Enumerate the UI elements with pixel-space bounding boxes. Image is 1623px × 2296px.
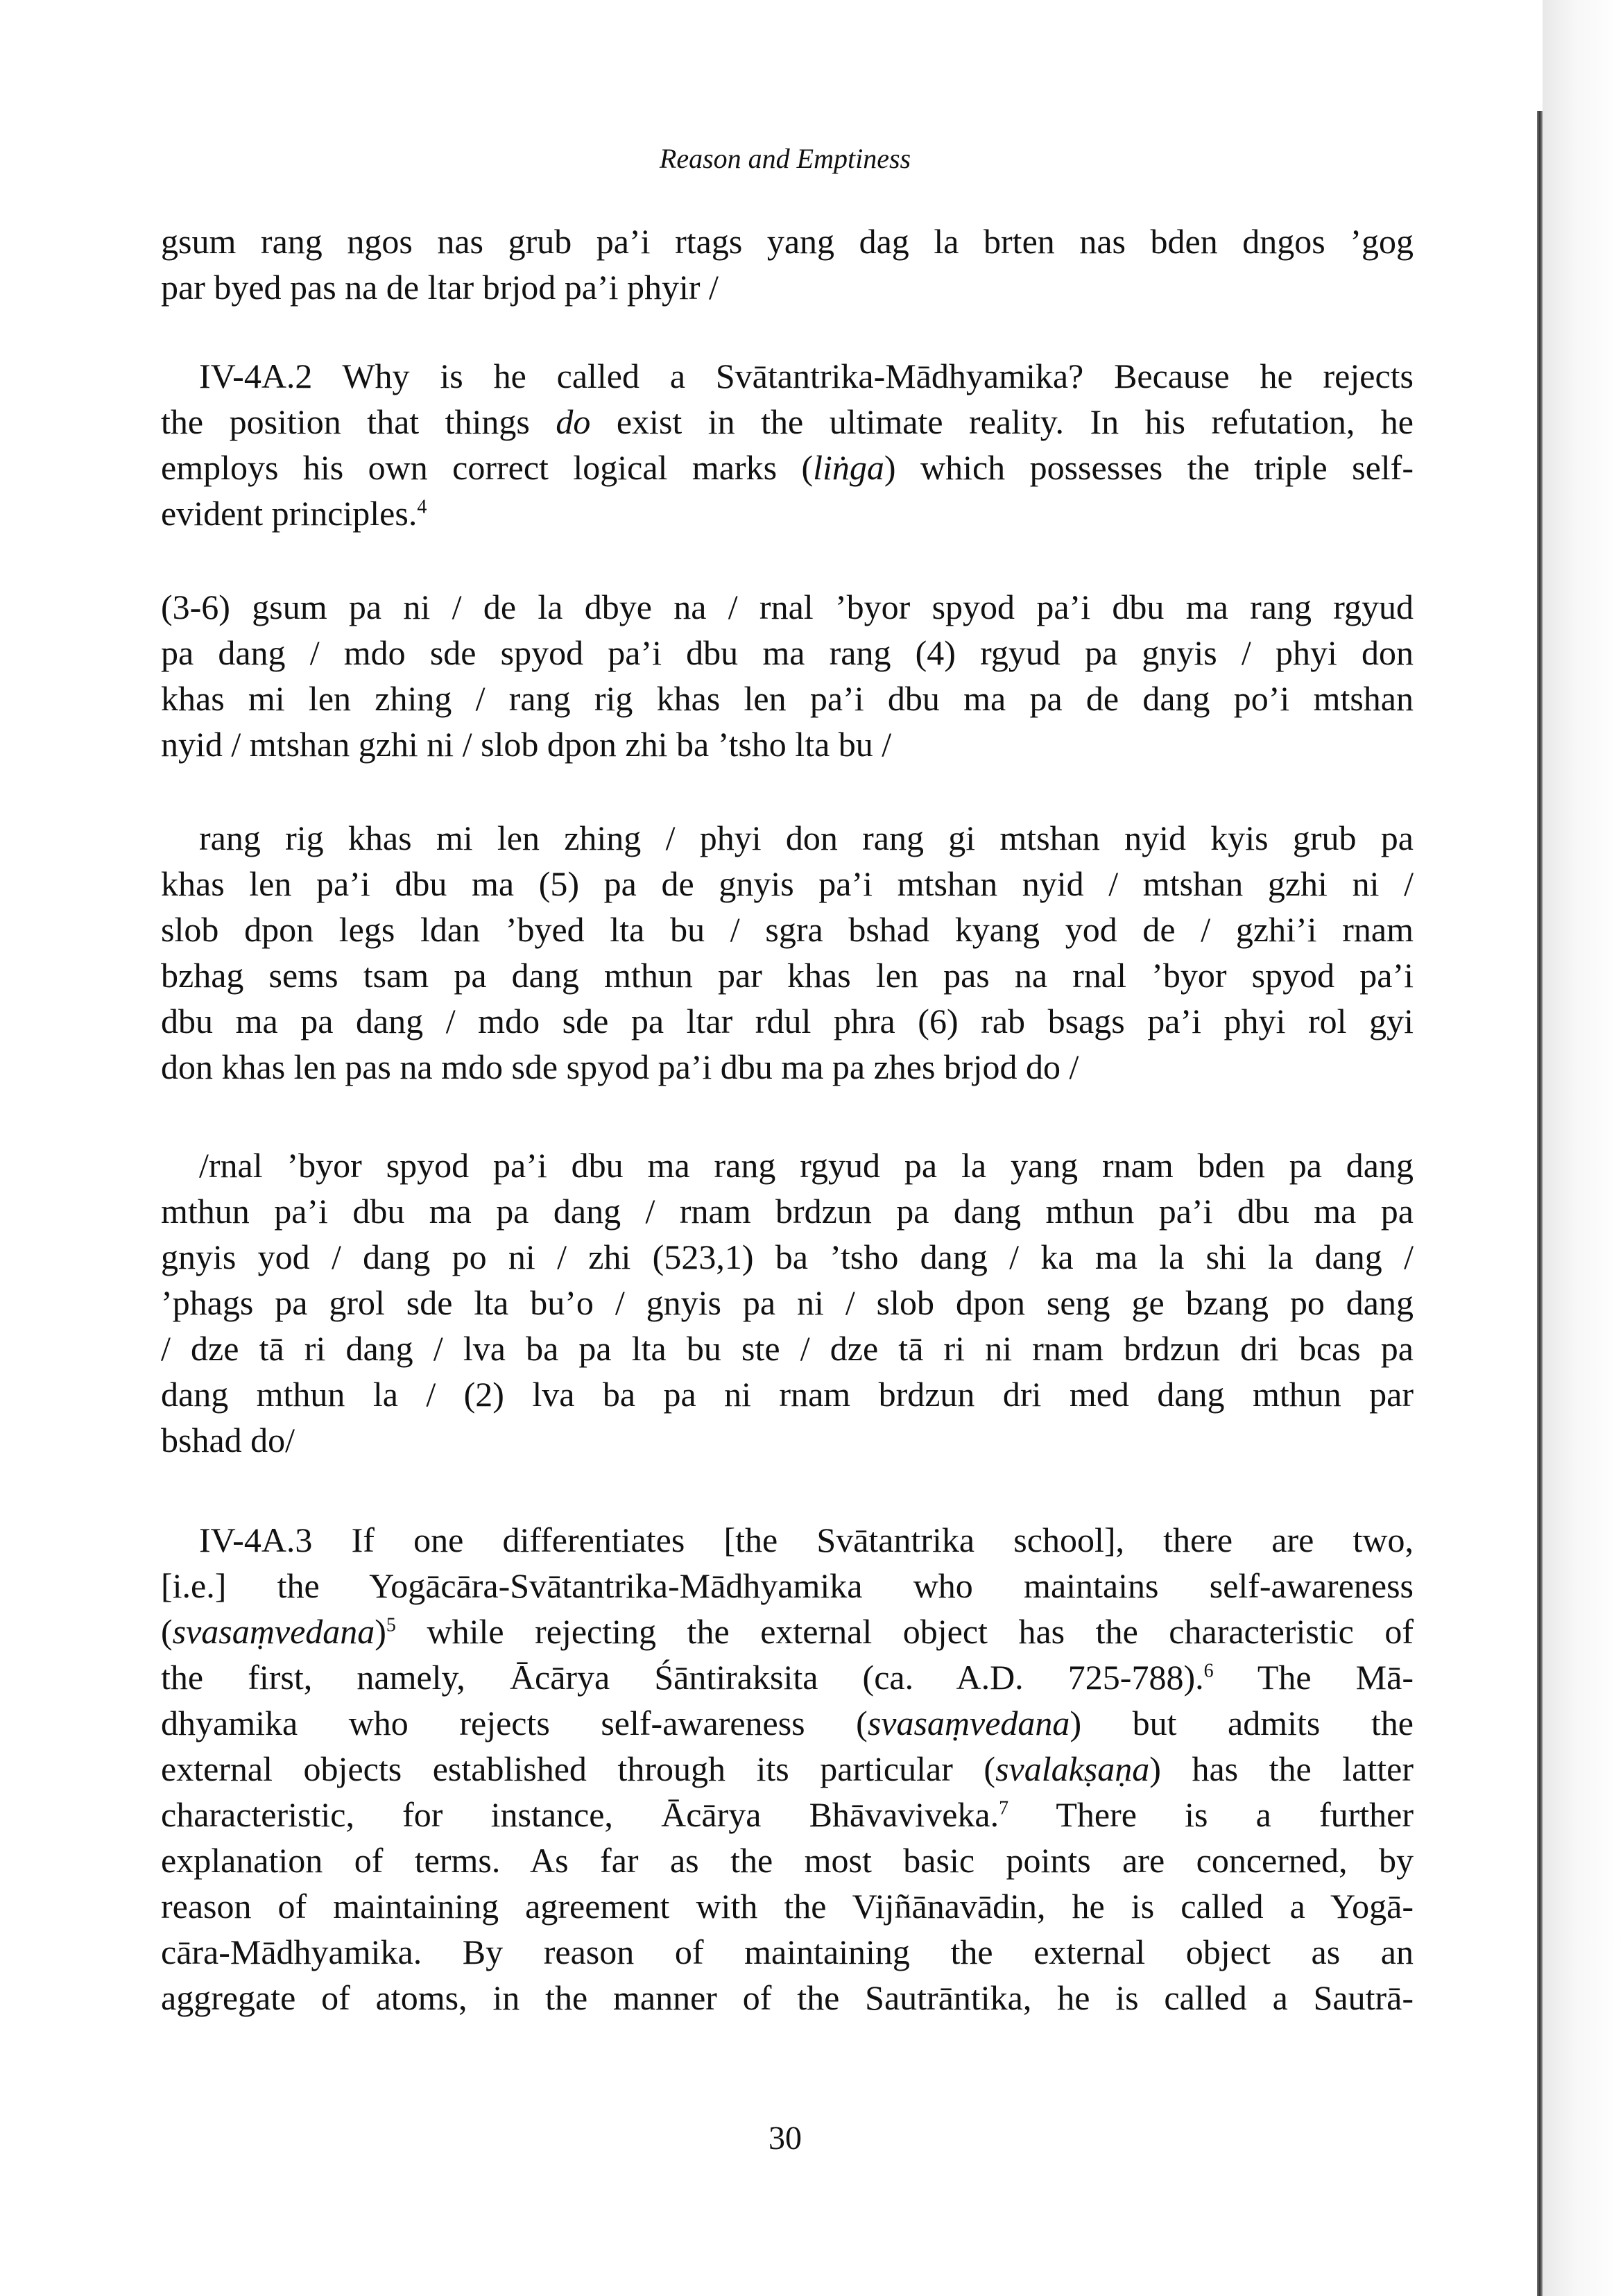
- text-line: [161, 815, 1414, 861]
- page-number: 30: [768, 2120, 802, 2157]
- text-line: [161, 584, 1414, 630]
- text-line: [161, 1563, 1414, 1609]
- paragraph-iv-4a3: [161, 1517, 1414, 2021]
- text-segment: nyid / mtshan gzhi ni / slob dpon zhi ba ’tsho lta bu /: [161, 725, 892, 764]
- text-line: [161, 1929, 1414, 1975]
- text-segment: ) but admits the: [1070, 1704, 1414, 1742]
- italic-term: svasaṃvedana: [172, 1612, 375, 1651]
- text-line: [161, 1837, 1414, 1883]
- text-line: [161, 1280, 1414, 1326]
- italic-term: svasaṃvedana: [867, 1704, 1070, 1742]
- text-segment: dbu ma pa dang / mdo sde pa ltar rdul phra (6) rab bsags pa’i phyi rol gyi: [161, 1002, 1414, 1040]
- text-segment: /rnal ’byor spyod pa’i dbu ma rang rgyud pa la yang rnam bden pa dang: [199, 1146, 1414, 1185]
- text-segment: [i.e.] the Yogācāra-Svātantrika-Mādhyamika who maintains self-awareness: [161, 1566, 1414, 1605]
- text-segment: ’phags pa grol sde lta bu’o / gnyis pa ni / slob dpon seng ge bzang po dang: [161, 1283, 1414, 1322]
- text-line: [161, 264, 1414, 310]
- text-line: [161, 1044, 1414, 1090]
- text-segment: cāra-Mādhyamika. By reason of maintaining the external object as an: [161, 1933, 1414, 1971]
- text-line: [161, 721, 1414, 767]
- text-segment: aggregate of atoms, in the manner of the Sautrāntika, he is called a Sautrā-: [161, 1978, 1414, 2017]
- text-segment: IV-4A.3 If one differentiates [the Svātantrika school], there are two,: [199, 1520, 1414, 1559]
- text-segment: The Mā-: [1213, 1658, 1414, 1697]
- text-segment: the first, namely, Ācārya Śāntiraksita (ca. A.D. 725-788).: [161, 1658, 1204, 1697]
- footnote-ref: 7: [999, 1797, 1009, 1819]
- text-line: [161, 952, 1414, 998]
- text-segment: ): [375, 1612, 386, 1651]
- text-line: [161, 1234, 1414, 1280]
- text-line: [161, 399, 1414, 445]
- text-segment: / dze tā ri dang / lva ba pa lta bu ste / dze tā ri ni rnam brdzun dri bcas pa: [161, 1329, 1414, 1368]
- text-line: [161, 1326, 1414, 1371]
- text-segment: external objects established through its particular (: [161, 1749, 996, 1788]
- text-segment: There is a further: [1008, 1795, 1414, 1834]
- text-line: [161, 1746, 1414, 1792]
- italic-term: svalakṣaṇa: [995, 1749, 1150, 1788]
- paragraph-tibetan-1: [161, 219, 1414, 310]
- footnote-ref: 4: [417, 496, 427, 518]
- text-segment: (: [161, 1612, 173, 1651]
- text-segment: employs his own correct logical marks (: [161, 448, 814, 487]
- footnote-ref: 6: [1203, 1660, 1214, 1682]
- paragraph-tibetan-3-6: [161, 584, 1414, 767]
- text-segment: while rejecting the external object has the characteristic of: [395, 1612, 1414, 1651]
- text-segment: evident principles.: [161, 494, 418, 533]
- text-line: [161, 676, 1414, 721]
- text-line: [161, 353, 1414, 399]
- text-line: [161, 1609, 1414, 1654]
- text-segment: characteristic, for instance, Ācārya Bhāvaviveka.: [161, 1795, 999, 1834]
- text-line: [161, 861, 1414, 907]
- text-segment: reason of maintaining agreement with the Vijñānavādin, he is called a Yogā-: [161, 1887, 1414, 1926]
- text-line: [161, 630, 1414, 676]
- text-segment: don khas len pas na mdo sde spyod pa’i dbu ma pa zhes brjod do /: [161, 1047, 1079, 1086]
- text-line: [161, 907, 1414, 952]
- text-segment: khas mi len zhing / rang rig khas len pa’i dbu ma pa de dang po’i mtshan: [161, 679, 1414, 718]
- paragraph-tibetan-rnal-byor: [161, 1142, 1414, 1463]
- text-segment: bzhag sems tsam pa dang mthun par khas len pas na rnal ’byor spyod pa’i: [161, 956, 1414, 995]
- text-segment: IV-4A.2 Why is he called a Svātantrika-Mādhyamika? Because he rejects: [199, 357, 1414, 395]
- text-segment: the position that things: [161, 402, 556, 441]
- text-line: [161, 1975, 1414, 2021]
- text-segment: bshad do/: [161, 1421, 295, 1459]
- text-segment: par byed pas na de ltar brjod pa’i phyir /: [161, 268, 719, 307]
- scan-binding-edge: [1537, 111, 1543, 2296]
- text-line: [161, 1654, 1414, 1700]
- italic-term: liṅga: [813, 448, 884, 487]
- text-segment: rang rig khas mi len zhing / phyi don rang gi mtshan nyid kyis grub pa: [199, 819, 1414, 857]
- text-segment: khas len pa’i dbu ma (5) pa de gnyis pa’i mtshan nyid / mtshan gzhi ni /: [161, 864, 1414, 903]
- text-line: [161, 1792, 1414, 1837]
- text-line: [161, 1142, 1414, 1188]
- paragraph-iv-4a2: [161, 353, 1414, 536]
- text-segment: mthun pa’i dbu ma pa dang / rnam brdzun pa dang mthun pa’i dbu ma pa: [161, 1192, 1414, 1231]
- text-line: [161, 1883, 1414, 1929]
- text-segment: ) which possesses the triple self-: [884, 448, 1414, 487]
- text-segment: ) has the latter: [1149, 1749, 1414, 1788]
- footnote-ref: 5: [386, 1614, 396, 1636]
- text-segment: pa dang / mdo sde spyod pa’i dbu ma rang (4) rgyud pa gnyis / phyi don: [161, 633, 1414, 672]
- text-line: [161, 998, 1414, 1044]
- text-line: [161, 490, 1414, 536]
- text-line: [161, 445, 1414, 490]
- text-segment: dang mthun la / (2) lva ba pa ni rnam brdzun dri med dang mthun par: [161, 1375, 1414, 1414]
- text-line: [161, 1188, 1414, 1234]
- text-segment: (3-6) gsum pa ni / de la dbye na / rnal ’byor spyod pa’i dbu ma rang rgyud: [161, 588, 1414, 626]
- text-segment: dhyamika who rejects self-awareness (: [161, 1704, 868, 1742]
- text-line: [161, 1417, 1414, 1463]
- text-line: [161, 1700, 1414, 1746]
- text-segment: exist in the ultimate reality. In his refutation, he: [590, 402, 1414, 441]
- text-line: [161, 219, 1414, 264]
- italic-term: do: [556, 402, 591, 441]
- running-header: Reason and Emptiness: [659, 143, 911, 174]
- text-line: [161, 1371, 1414, 1417]
- text-segment: slob dpon legs ldan ’byed lta bu / sgra bshad kyang yod de / gzhi’i rnam: [161, 910, 1414, 949]
- text-segment: gnyis yod / dang po ni / zhi (523,1) ba ’tsho dang / ka ma la shi la dang /: [161, 1237, 1414, 1276]
- scan-page-edge-shadow: [1543, 0, 1623, 2296]
- text-line: [161, 1517, 1414, 1563]
- text-segment: gsum rang ngos nas grub pa’i rtags yang dag la brten nas bden dngos ’gog: [161, 222, 1414, 261]
- text-segment: explanation of terms. As far as the most basic points are concerned, by: [161, 1841, 1414, 1880]
- paragraph-tibetan-rang-rig: [161, 815, 1414, 1090]
